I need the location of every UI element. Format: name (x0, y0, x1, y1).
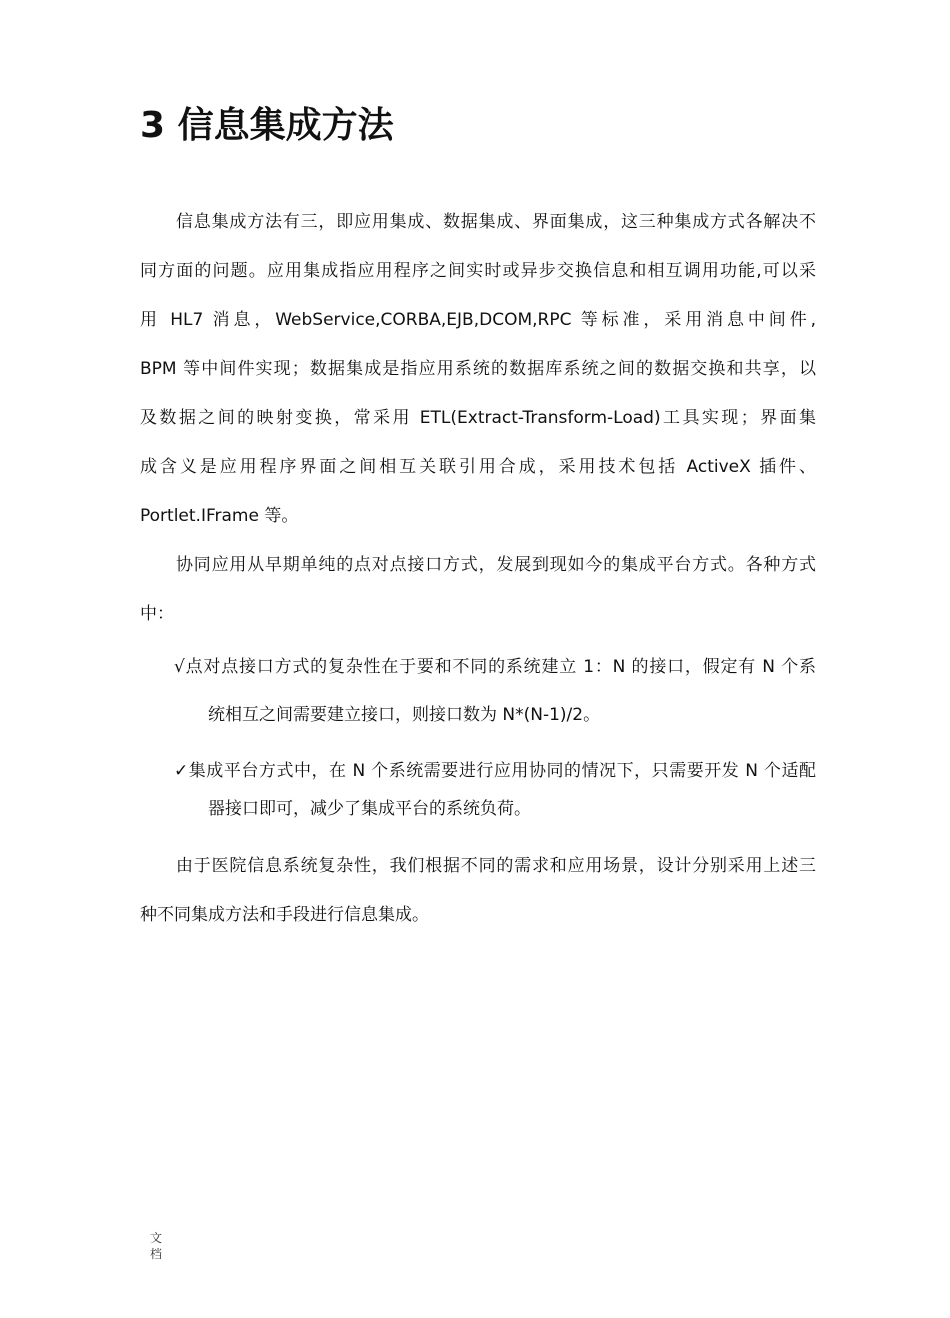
bullet-item-line: 器接口即可，减少了集成平台的系统负荷。 (208, 799, 531, 819)
bullet-item-line: ✓集成平台方式中，在 N 个系统需要进行应用协同的情况下，只需要开发 N 个适配 (174, 761, 816, 781)
paragraph-1-line: 信息集成方法有三，即应用集成、数据集成、界面集成，这三种集成方式各解决不 (176, 212, 816, 232)
page-footer (148, 1230, 164, 1262)
paragraph-1-line: BPM 等中间件实现；数据集成是指应用系统的数据库系统之间的数据交换和共享，以 (140, 359, 816, 379)
paragraph-1-line: 成含义是应用程序界面之间相互关联引用合成，采用技术包括 ActiveX 插件、 (140, 457, 816, 477)
paragraph-1-line: 用 HL7 消息，WebService,CORBA,EJB,DCOM,RPC 等标准，采用消息中间件, (140, 310, 816, 330)
paragraph-3-line: 由于医院信息系统复杂性，我们根据不同的需求和应用场景，设计分别采用上述三 (176, 856, 816, 876)
section-title: 3 信息集成方法 (140, 105, 394, 146)
paragraph-2-line: 中： (140, 604, 174, 624)
paragraph-1-line: 同方面的问题。应用集成指应用程序之间实时或异步交换信息和相互调用功能,可以采 (140, 261, 816, 281)
bullet-item-line: 统相互之间需要建立接口，则接口数为 N*(N-1)/2。 (208, 705, 601, 725)
paragraph-1-line: 及数据之间的映射变换，常采用 ETL(Extract-Transform-Load)工具实现；界面集 (140, 408, 816, 428)
paragraph-1-line: Portlet.IFrame 等。 (140, 506, 299, 526)
footer-char: 档 (149, 1247, 162, 1261)
bullet-item-line: √点对点接口方式的复杂性在于要和不同的系统建立 1：N 的接口，假定有 N 个系 (174, 657, 816, 677)
paragraph-2-line: 协同应用从早期单纯的点对点接口方式，发展到现如今的集成平台方式。各种方式 (176, 555, 816, 575)
paragraph-3-line: 种不同集成方法和手段进行信息集成。 (140, 905, 429, 925)
footer-char: 文 (149, 1231, 162, 1245)
